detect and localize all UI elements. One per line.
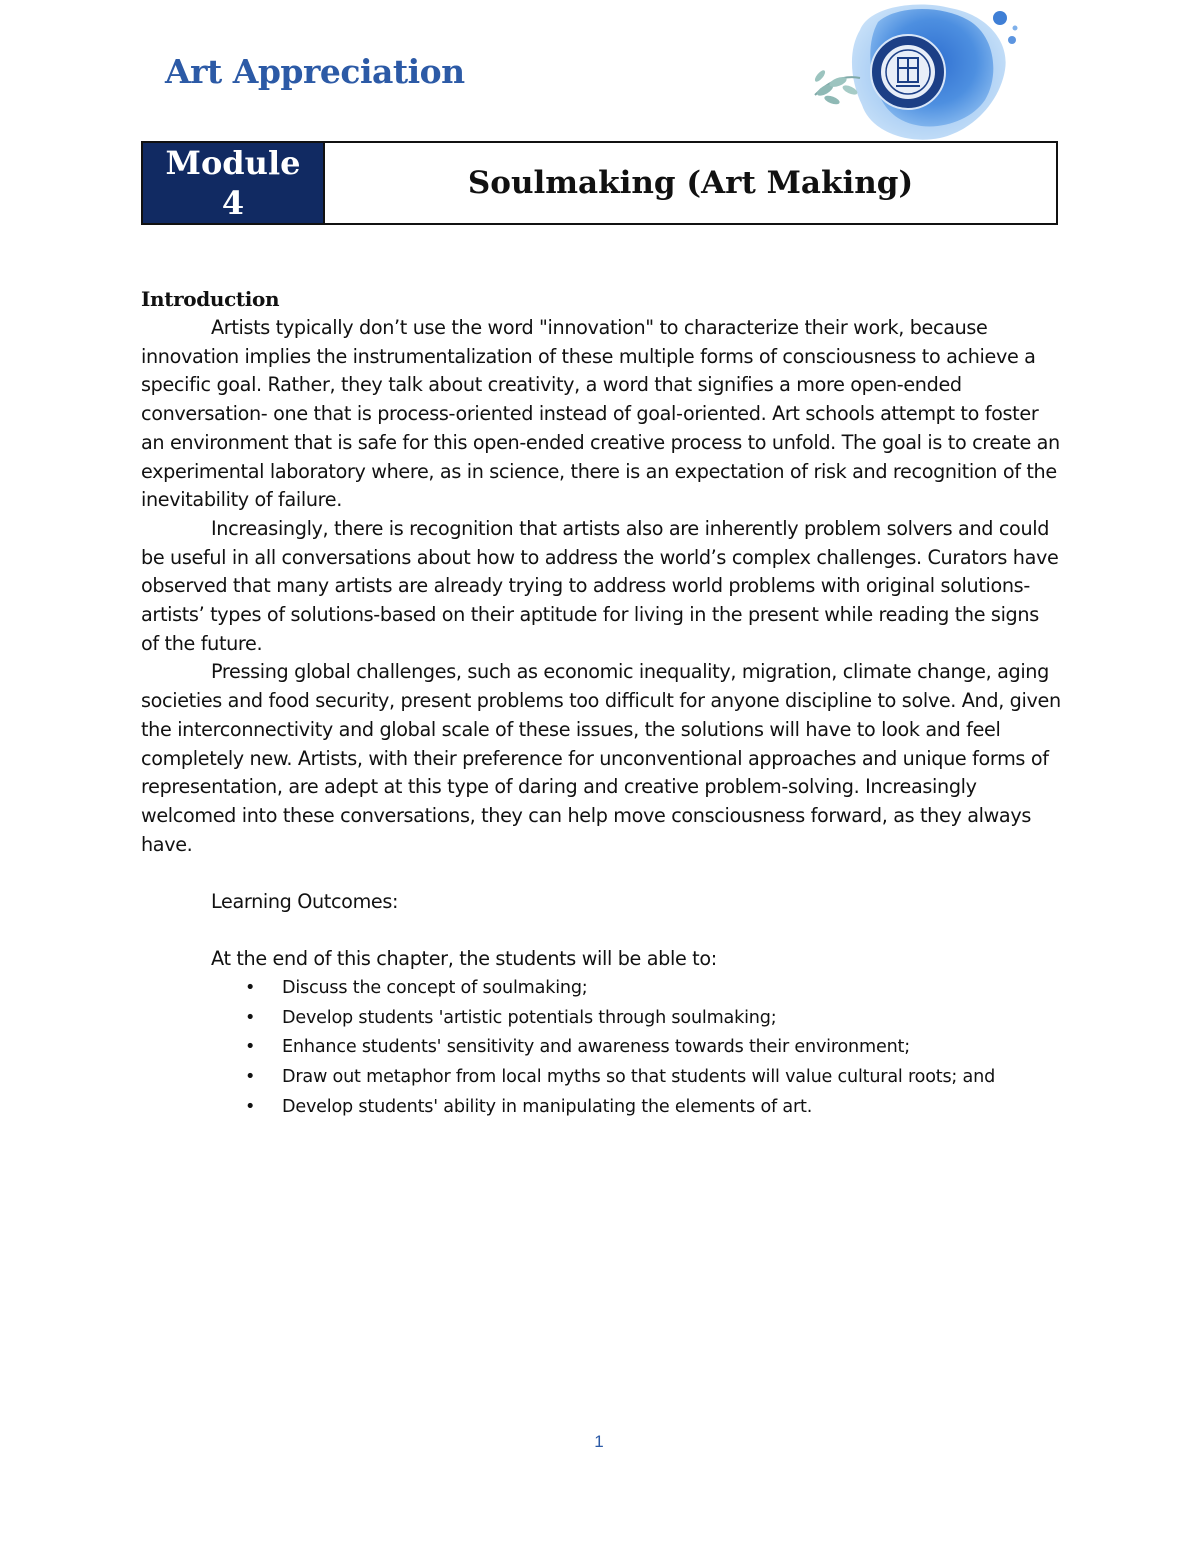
module-header-box (141, 141, 1058, 225)
course-title: Art Appreciation (165, 52, 465, 91)
list-item (211, 974, 1061, 1004)
outcome-text: Discuss the concept of soulmaking; (282, 977, 588, 998)
intro-paragraph-3: Pressing global challenges, such as economic inequality, migration, climate change, aging societies and food security, present problems too difficult for anyone discipline to solve. And, given the interconnectivity and global scale of these issues, the solutions will have to look and feel completely new. Artists, with their preference for unconventional approaches and unique forms of representation, are adept at this type of daring and creative problem-solving. Increasingly welcomed into these conversations, they can help move consciousness forward, as they always have. (141, 660, 1061, 856)
module-label-text: Module (165, 144, 301, 182)
list-item (211, 1063, 1061, 1093)
bullet-icon: • (245, 1096, 256, 1117)
list-item (211, 1004, 1061, 1034)
module-content (141, 284, 1061, 1123)
watercolor-seal-logo (800, 0, 1040, 142)
outcome-text: Develop students 'artistic potentials through soulmaking; (282, 1007, 777, 1028)
list-item (211, 1093, 1061, 1123)
learning-outcomes-heading: Learning Outcomes: (211, 890, 399, 914)
page-number: 1 (594, 1432, 604, 1451)
bullet-icon: • (245, 1067, 256, 1088)
outcome-text: Draw out metaphor from local myths so that students will value cultural roots; and (282, 1067, 996, 1088)
module-title: Soulmaking (Art Making) (467, 165, 914, 201)
outcome-text: Develop students' ability in manipulating the elements of art. (282, 1096, 813, 1117)
intro-paragraph-2: Increasingly, there is recognition that artists also are inherently problem solvers and could be useful in all conversations about how to address the world’s complex challenges. Curators have observed that many artists are already trying to address world problems with original solutions- artists’ types of solutions-based on their aptitude for living in the present while reading the signs of the future. (141, 516, 1059, 655)
bullet-icon: • (245, 1007, 256, 1028)
intro-paragraph-1: Artists typically don’t use the word "innovation" to characterize their work, because innovation implies the instrumentalization of these multiple forms of consciousness to achieve a specific goal. Rather, they talk about creativity, a word that signifies a more open-ended conversation- one that is process-oriented instead of goal-oriented. Art schools attempt to foster an environment that is safe for this open-ended creative process to unfold. The goal is to create an experimental laboratory where, as in science, there is an expectation of risk and recognition of the inevitability of failure. (141, 316, 1060, 512)
list-item (211, 1033, 1061, 1063)
learning-outcomes-list (141, 974, 1061, 1123)
bullet-icon: • (245, 977, 256, 998)
outcome-text: Enhance students' sensitivity and awareness towards their environment; (282, 1037, 910, 1058)
module-number: 4 (221, 184, 245, 222)
module-number-label (143, 143, 325, 223)
introduction-heading: Introduction (141, 287, 280, 311)
learning-outcomes-intro: At the end of this chapter, the students will be able to: (211, 947, 717, 971)
bullet-icon: • (245, 1037, 256, 1058)
